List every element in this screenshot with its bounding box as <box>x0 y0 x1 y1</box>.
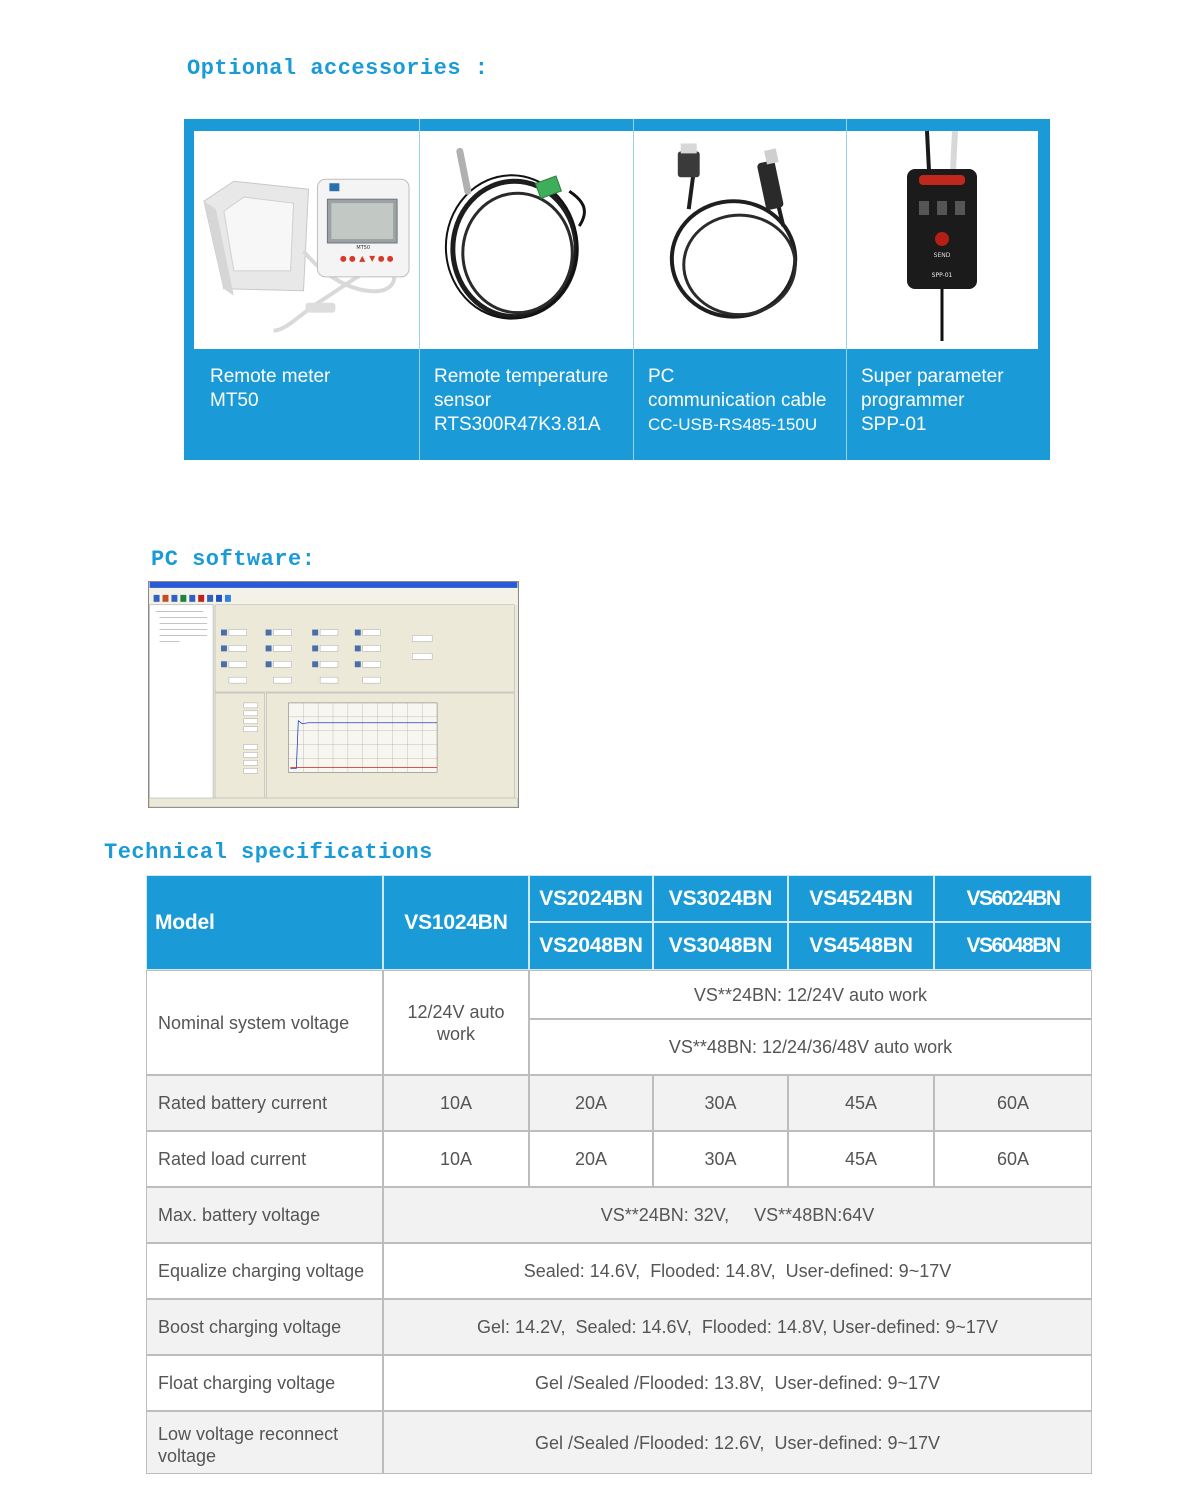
row-battery-v4: 45A <box>788 1075 934 1131</box>
pc-cable-caption <box>648 365 842 437</box>
row-battery-label: Rated battery current <box>146 1075 383 1131</box>
accessories-panel <box>184 119 1050 460</box>
pc-cable-line3: CC-USB-RS485-150U <box>648 415 818 434</box>
programmer-model-text: SPP-01 <box>931 272 953 279</box>
remote-meter-photo <box>194 131 419 349</box>
header-top-3: VS4524BN <box>788 875 934 922</box>
row-load-v2: 20A <box>529 1131 653 1187</box>
accessory-temperature-sensor <box>420 119 634 460</box>
temperature-sensor-caption <box>434 365 629 437</box>
header-bottom-3: VS4548BN <box>788 922 934 970</box>
programmer-line2: programmer <box>861 390 965 411</box>
specs-title: Technical specifications <box>104 840 433 865</box>
row-battery-v1: 10A <box>383 1075 529 1131</box>
remote-meter-caption <box>210 365 415 413</box>
spec-table <box>146 875 1092 1495</box>
programmer-photo <box>847 131 1038 349</box>
row-nominal-b: VS**48BN: 12/24/36/48V auto work <box>529 1019 1092 1075</box>
row-nominal-a: VS**24BN: 12/24V auto work <box>529 970 1092 1019</box>
row-lowreconnect-label: Low voltage reconnect voltage <box>146 1411 383 1474</box>
row-load-v1: 10A <box>383 1131 529 1187</box>
row-maxbatt-label: Max. battery voltage <box>146 1187 383 1243</box>
row-boost-value: Gel: 14.2V, Sealed: 14.6V, Flooded: 14.8V, User-defined: 9~17V <box>383 1299 1092 1355</box>
temperature-sensor-line1: Remote temperature <box>434 366 609 387</box>
row-load-v3: 30A <box>653 1131 788 1187</box>
row-float-label: Float charging voltage <box>146 1355 383 1411</box>
header-top-1: VS2024BN <box>529 875 653 922</box>
header-bottom-1: VS2048BN <box>529 922 653 970</box>
remote-meter-line2: MT50 <box>210 390 259 411</box>
row-load-label: Rated load current <box>146 1131 383 1187</box>
row-equalize-value: Sealed: 14.6V, Flooded: 14.8V, User-defined: 9~17V <box>383 1243 1092 1299</box>
row-float-value: Gel /Sealed /Flooded: 13.8V, User-defined: 9~17V <box>383 1355 1092 1411</box>
accessories-title: Optional accessories : <box>187 56 489 81</box>
header-model-label: Model <box>146 875 383 970</box>
remote-meter-line1: Remote meter <box>210 366 331 387</box>
temperature-sensor-line2: sensor <box>434 390 492 411</box>
row-maxbatt-value: VS**24BN: 32V, VS**48BN:64V <box>383 1187 1092 1243</box>
programmer-caption <box>861 365 1046 437</box>
pc-software-screenshot <box>148 581 519 808</box>
row-battery-v5: 60A <box>934 1075 1092 1131</box>
pc-cable-line1: PC <box>648 366 675 387</box>
row-load-v5: 60A <box>934 1131 1092 1187</box>
row-lowreconnect-value: Gel /Sealed /Flooded: 12.6V, User-defined: 9~17V <box>383 1411 1092 1474</box>
row-nominal-col1: 12/24V auto work <box>383 970 529 1075</box>
row-nominal-label: Nominal system voltage <box>146 970 383 1075</box>
accessory-remote-meter <box>184 119 420 460</box>
header-top-2: VS3024BN <box>653 875 788 922</box>
pc-software-title: PC software: <box>151 547 316 572</box>
programmer-line1: Super parameter <box>861 366 1004 387</box>
header-top-4: VS6024BN <box>934 875 1092 922</box>
temperature-sensor-line3: RTS300R47K3.81A <box>434 414 601 435</box>
header-bottom-2: VS3048BN <box>653 922 788 970</box>
accessory-pc-cable <box>634 119 847 460</box>
row-battery-v2: 20A <box>529 1075 653 1131</box>
header-bottom-4: VS6048BN <box>934 922 1092 970</box>
meter-model-text: MT50 <box>356 244 371 251</box>
programmer-send-text: SEND <box>933 252 951 259</box>
row-load-v4: 45A <box>788 1131 934 1187</box>
row-battery-v3: 30A <box>653 1075 788 1131</box>
header-col1: VS1024BN <box>383 875 529 970</box>
row-equalize-label: Equalize charging voltage <box>146 1243 383 1299</box>
row-boost-label: Boost charging voltage <box>146 1299 383 1355</box>
pc-cable-photo <box>634 131 846 349</box>
accessory-programmer <box>847 119 1050 460</box>
programmer-line3: SPP-01 <box>861 414 927 435</box>
temperature-sensor-photo <box>420 131 633 349</box>
pc-cable-line2: communication cable <box>648 390 827 411</box>
